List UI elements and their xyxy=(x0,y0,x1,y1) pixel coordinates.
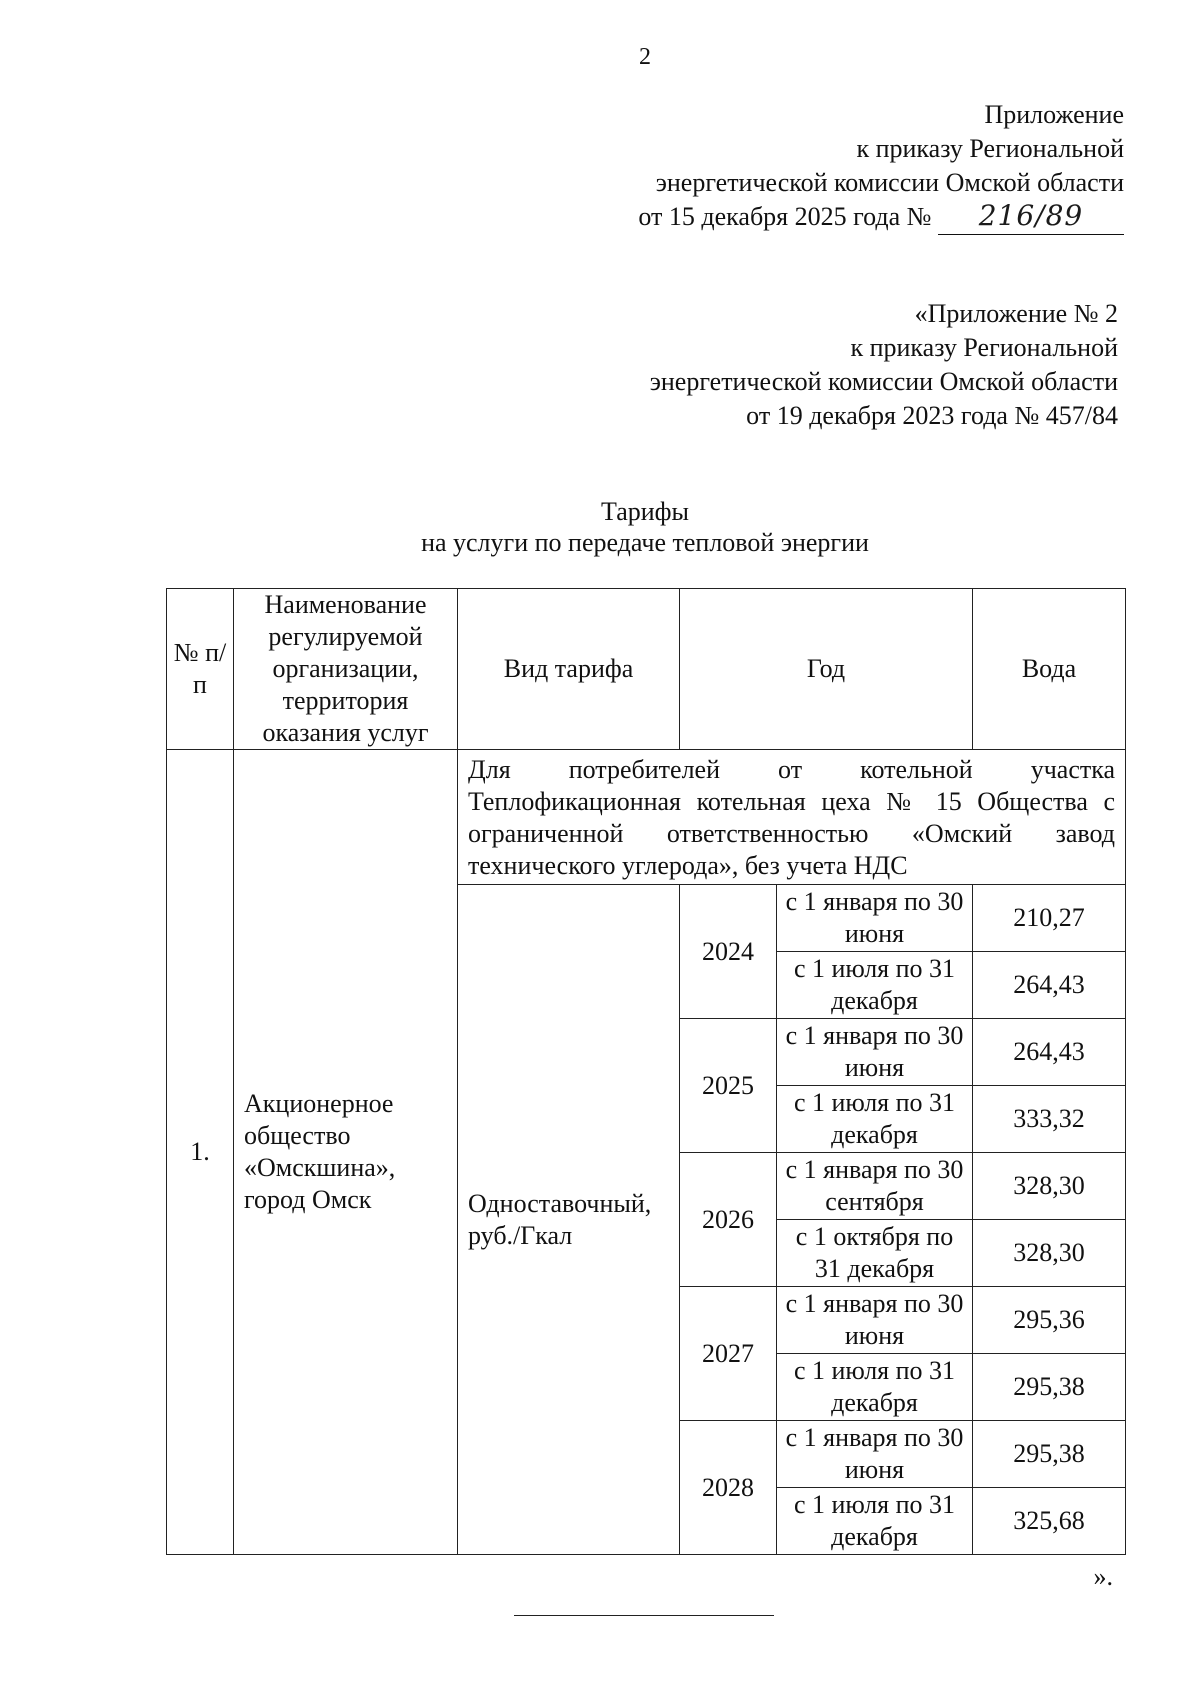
water-value-cell: 328,30 xyxy=(973,1153,1126,1220)
period-cell: с 1 октября по 31 декабря xyxy=(777,1220,973,1287)
handwritten-order-number: 216/89 xyxy=(978,199,1084,232)
page-number: 2 xyxy=(639,44,651,70)
period-cell: с 1 июля по 31 декабря xyxy=(777,1354,973,1421)
approval-date: от 15 декабря 2025 года № xyxy=(638,202,932,231)
water-value-cell: 264,43 xyxy=(973,1019,1126,1086)
water-value-cell: 295,38 xyxy=(973,1354,1126,1421)
period-cell: с 1 января по 30 сентября xyxy=(777,1153,973,1220)
approval-line-3: энергетической комиссии Омской области xyxy=(655,168,1124,197)
approval-line-1: Приложение xyxy=(984,100,1124,129)
closing-quote: ». xyxy=(1093,1562,1113,1591)
year-cell: 2025 xyxy=(680,1019,777,1153)
header-water: Вода xyxy=(973,589,1126,750)
header-num: № п/п xyxy=(167,589,234,750)
period-cell: с 1 июля по 31 декабря xyxy=(777,952,973,1019)
document-subtitle: на услуги по передаче тепловой энергии xyxy=(421,528,869,557)
period-cell: с 1 января по 30 июня xyxy=(777,1287,973,1354)
period-cell: с 1 июля по 31 декабря xyxy=(777,1488,973,1555)
water-value-cell: 295,36 xyxy=(973,1287,1126,1354)
header-kind: Вид тарифа xyxy=(458,589,680,750)
tariff-table xyxy=(166,588,1126,1555)
annex-line-3: энергетической комиссии Омской области xyxy=(649,367,1118,396)
year-cell: 2024 xyxy=(680,885,777,1019)
note-row xyxy=(167,750,1126,885)
approval-block xyxy=(638,98,1124,235)
period-cell: с 1 января по 30 июня xyxy=(777,1019,973,1086)
approval-line-4 xyxy=(638,200,1124,235)
header-year: Год xyxy=(680,589,973,750)
approval-line-2: к приказу Региональной xyxy=(856,134,1124,163)
period-cell: с 1 января по 30 июня xyxy=(777,885,973,952)
organization-name: Акционерное общество «Омскшина», город Омск xyxy=(234,750,458,1555)
period-cell: с 1 января по 30 июня xyxy=(777,1421,973,1488)
water-value-cell: 264,43 xyxy=(973,952,1126,1019)
row-number: 1. xyxy=(167,750,234,1555)
bottom-rule xyxy=(514,1615,774,1616)
water-value-cell: 333,32 xyxy=(973,1086,1126,1153)
annex-line-1: «Приложение № 2 xyxy=(914,299,1118,328)
water-value-cell: 325,68 xyxy=(973,1488,1126,1555)
water-value-cell: 295,38 xyxy=(973,1421,1126,1488)
annex-line-2: к приказу Региональной xyxy=(850,333,1118,362)
header-org: Наименование регулируемой организации, территория оказания услуг xyxy=(234,589,458,750)
water-value-cell: 328,30 xyxy=(973,1220,1126,1287)
order-number-field xyxy=(938,200,1124,235)
table-header-row xyxy=(167,589,1126,750)
year-cell: 2028 xyxy=(680,1421,777,1555)
tariff-kind: Одноставочный, руб./Гкал xyxy=(458,885,680,1555)
year-cell: 2027 xyxy=(680,1287,777,1421)
document-title: Тарифы xyxy=(600,497,689,526)
annex-line-4: от 19 декабря 2023 года № 457/84 xyxy=(746,401,1118,430)
year-cell: 2026 xyxy=(680,1153,777,1287)
water-value-cell: 210,27 xyxy=(973,885,1126,952)
period-cell: с 1 июля по 31 декабря xyxy=(777,1086,973,1153)
consumer-note: Для потребителей от котельной участка Теплофикационная котельная цеха № 15 Общества с ограниченной ответственностью «Омский завод технического углерода», без учета НДС xyxy=(458,750,1126,885)
annex-block xyxy=(650,297,1118,433)
